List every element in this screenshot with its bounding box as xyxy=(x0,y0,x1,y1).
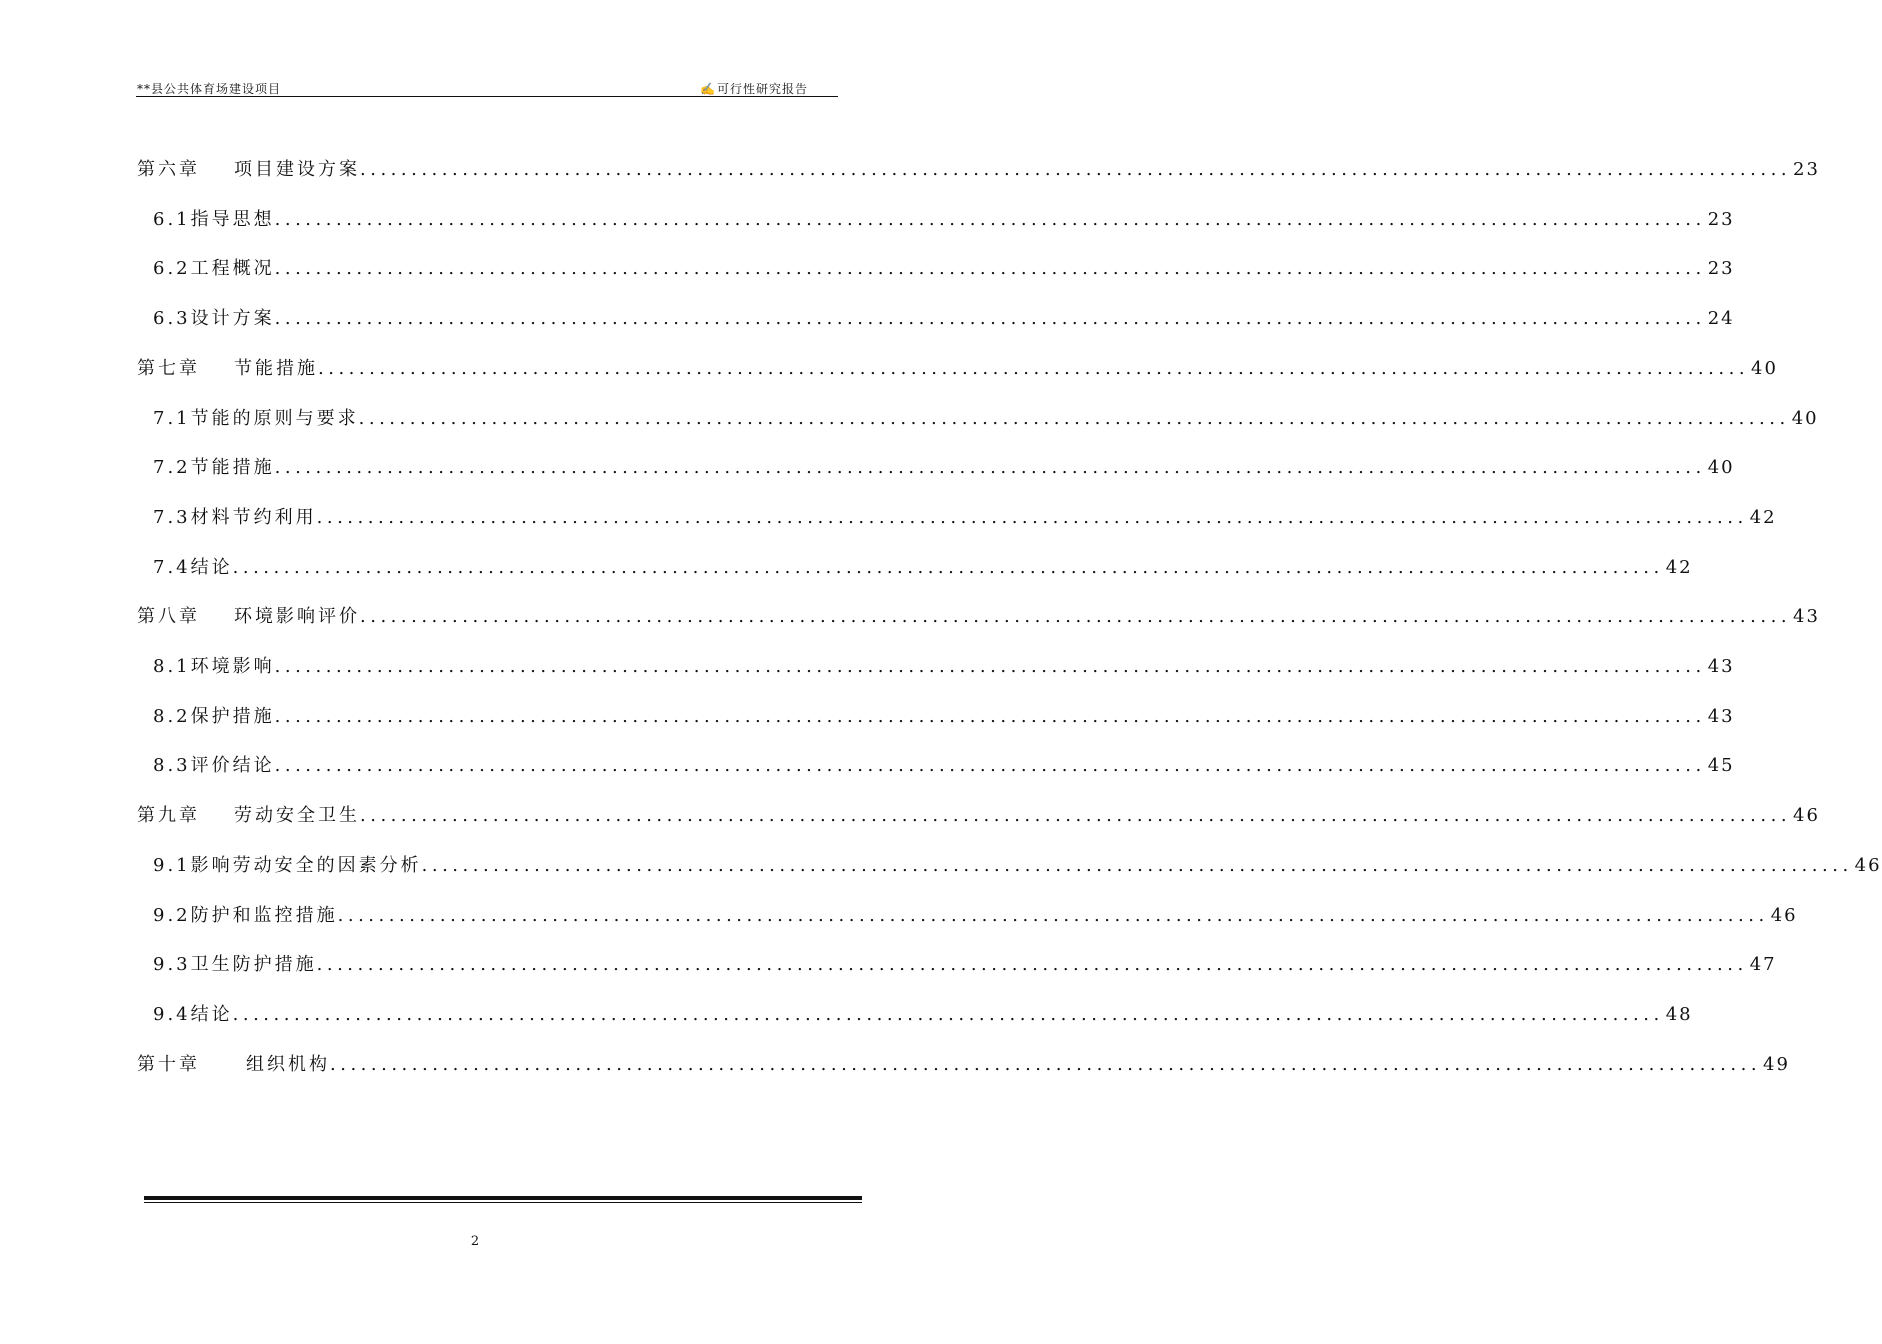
toc-leader-dots: ............................................................................................................................................ xyxy=(360,805,1792,827)
toc-chapter-title: 节能措施 xyxy=(234,357,318,379)
toc-leader-dots: ............................................................................................................................................ xyxy=(318,357,1750,379)
toc-page-number: 40 xyxy=(1791,407,1819,429)
footer-divider-thin xyxy=(144,1202,862,1203)
toc-page-number: 48 xyxy=(1665,1003,1693,1025)
toc-section-row xyxy=(153,208,1735,232)
toc-section-row xyxy=(153,257,1735,281)
pen-icon: ✍ xyxy=(700,82,716,96)
toc-section-row xyxy=(153,407,1819,431)
toc-section-title: 9.3卫生防护措施 xyxy=(153,954,317,976)
toc-chapter-title: 劳动安全卫生 xyxy=(234,805,360,827)
toc-section-title: 7.1节能的原则与要求 xyxy=(153,407,359,429)
toc-section-title: 8.1环境影响 xyxy=(153,656,275,677)
toc-section-title: 6.1指导思想 xyxy=(153,208,275,230)
toc-section-title: 9.4结论 xyxy=(153,1003,233,1025)
toc-leader-dots: ............................................................................................................................................ xyxy=(330,1053,1762,1075)
toc-leader-dots: ............................................................................................................................................ xyxy=(274,755,1706,777)
toc-leader-dots: ............................................................................................................................................ xyxy=(316,954,1748,976)
toc-leader-dots: ............................................................................................................................................ xyxy=(360,159,1792,180)
toc-chapter-row xyxy=(137,357,1778,381)
toc-leader-dots: ............................................................................................................................................ xyxy=(421,854,1853,876)
toc-chapter-title: 组织机构 xyxy=(246,1053,330,1075)
toc-section-title: 9.1影响劳动安全的因素分析 xyxy=(153,854,422,876)
toc-section-title: 7.4结论 xyxy=(153,556,233,578)
toc-chapter-row xyxy=(137,1053,1790,1077)
toc-page-number: 43 xyxy=(1707,705,1735,727)
toc-section-title: 9.2防护和监控措施 xyxy=(153,904,338,926)
toc-leader-dots: ............................................................................................................................................ xyxy=(232,1003,1664,1025)
toc-chapter-label xyxy=(137,804,360,828)
toc-chapter-title: 环境影响评价 xyxy=(234,606,360,628)
toc-page-number: 43 xyxy=(1793,606,1820,628)
toc-leader-dots: ............................................................................................................................................ xyxy=(316,506,1748,528)
header-report-type xyxy=(700,80,808,97)
toc-chapter-label xyxy=(137,158,360,182)
toc-page-number: 23 xyxy=(1707,258,1735,280)
toc-chapter-number: 第八章 xyxy=(137,606,200,628)
toc-page-number: 42 xyxy=(1665,556,1693,578)
toc-chapter-row xyxy=(137,158,1820,182)
toc-chapter-label xyxy=(137,1053,330,1077)
toc-page-number: 42 xyxy=(1749,506,1777,528)
toc-section-title: 8.3评价结论 xyxy=(153,755,275,777)
toc-page-number: 40 xyxy=(1751,357,1778,379)
toc-leader-dots: ............................................................................................................................................ xyxy=(337,904,1769,926)
toc-chapter-row xyxy=(137,605,1820,629)
toc-page-number: 23 xyxy=(1707,208,1735,230)
toc-page-number: 46 xyxy=(1770,904,1798,926)
toc-chapter-row xyxy=(137,804,1820,828)
toc-section-row xyxy=(153,506,1777,530)
toc-leader-dots: ............................................................................................................................................ xyxy=(274,656,1706,677)
toc-leader-dots: ............................................................................................................................................ xyxy=(360,606,1792,628)
toc-chapter-label xyxy=(137,357,318,381)
toc-section-title: 8.2保护措施 xyxy=(153,705,275,727)
toc-page-number: 43 xyxy=(1707,656,1735,677)
toc-chapter-title: 项目建设方案 xyxy=(234,159,360,180)
toc-page-number: 46 xyxy=(1793,805,1820,827)
toc-section-row xyxy=(153,854,1882,878)
toc-page-number: 45 xyxy=(1707,755,1735,777)
header-report-label: 可行性研究报告 xyxy=(716,82,808,96)
toc-section-row xyxy=(153,655,1735,679)
toc-section-row xyxy=(153,307,1735,331)
toc-chapter-number: 第六章 xyxy=(137,159,200,180)
toc-leader-dots: ............................................................................................................................................ xyxy=(274,208,1706,230)
toc-chapter-number: 第九章 xyxy=(137,805,200,827)
toc-section-row xyxy=(153,456,1735,480)
toc-section-row xyxy=(153,705,1735,729)
toc-chapter-number: 第七章 xyxy=(137,357,200,379)
header-divider xyxy=(136,96,838,97)
toc-chapter-label xyxy=(137,605,360,629)
toc-leader-dots: ............................................................................................................................................ xyxy=(274,705,1706,727)
toc-section-row xyxy=(153,754,1735,778)
toc-page-number: 24 xyxy=(1707,308,1735,330)
toc-chapter-number: 第十章 xyxy=(137,1053,200,1075)
toc-section-title: 6.3设计方案 xyxy=(153,308,275,330)
footer-divider-thick xyxy=(144,1196,862,1200)
toc-leader-dots: ............................................................................................................................................ xyxy=(274,258,1706,280)
page-number: 2 xyxy=(470,1234,480,1249)
toc-section-title: 6.2工程概况 xyxy=(153,258,275,280)
toc-leader-dots: ............................................................................................................................................ xyxy=(232,556,1664,578)
toc-page-number: 49 xyxy=(1763,1053,1790,1075)
toc-page-number: 46 xyxy=(1854,854,1882,876)
toc-page-number: 40 xyxy=(1707,457,1735,479)
header-project-name: **县公共体育场建设项目 xyxy=(137,82,282,96)
toc-section-title: 7.2节能措施 xyxy=(153,457,275,479)
toc-section-row xyxy=(153,1003,1693,1027)
toc-page-number: 23 xyxy=(1793,159,1820,180)
toc-section-title: 7.3材料节约利用 xyxy=(153,506,317,528)
toc-section-row xyxy=(153,556,1693,580)
toc-section-row xyxy=(153,904,1798,928)
toc-section-row xyxy=(153,953,1777,977)
toc-leader-dots: ............................................................................................................................................ xyxy=(274,457,1706,479)
toc-leader-dots: ............................................................................................................................................ xyxy=(358,407,1790,429)
toc-page-number: 47 xyxy=(1749,954,1777,976)
toc-leader-dots: ............................................................................................................................................ xyxy=(274,308,1706,330)
